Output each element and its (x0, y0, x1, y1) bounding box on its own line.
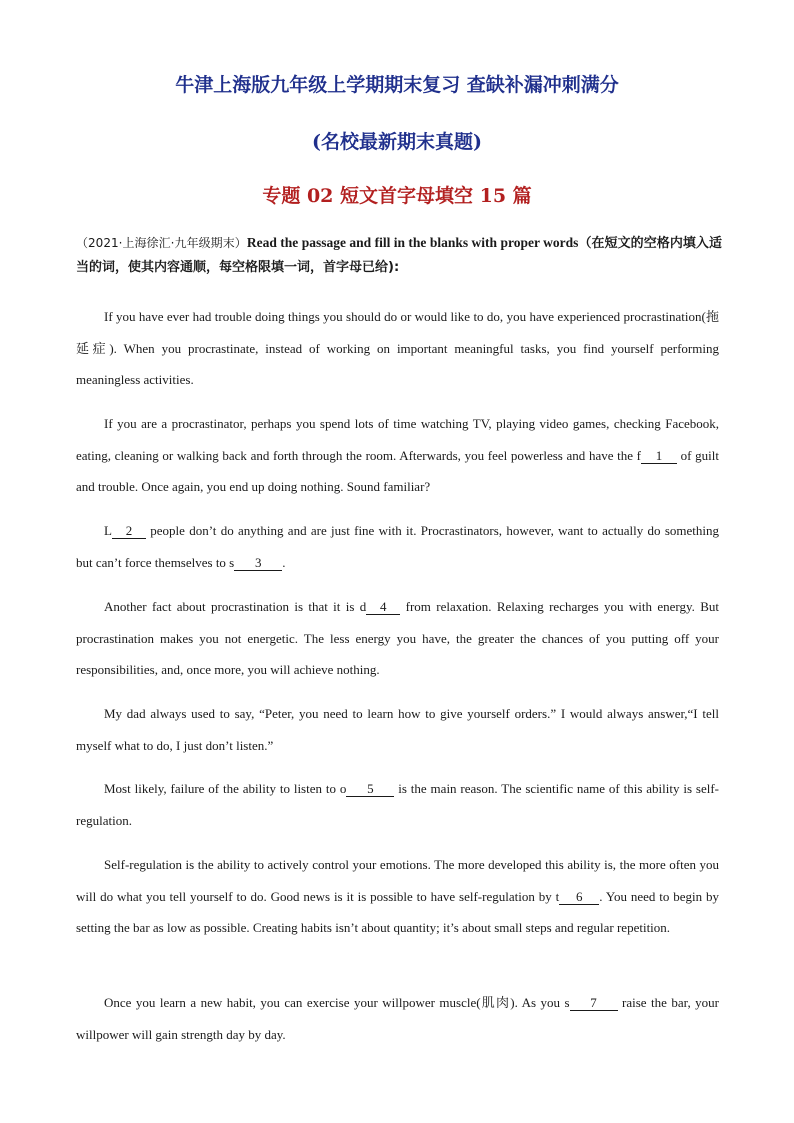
topic-heading: 专题 02 短文首字母填空 15 篇 (262, 185, 532, 207)
paragraph-7: Self-regulation is the ability to actively control your emotions. The more developed this ability is, the more often you will do what you tell yourself to do. Good news is it is possible to have self-regulation by t 6 . You need to begin by setting the bar as low as possible. Creating habits isn’t about quantity; it’s about small steps and regular repetition. (76, 857, 719, 935)
blank-2[interactable]: 2 (112, 523, 146, 539)
paragraph-8: Once you learn a new habit, you can exercise your willpower muscle(肌肉). As you s 7 raise the bar, your willpower will gain strength day by day. (76, 995, 719, 1042)
paragraph-3: L 2 people don’t do anything and are just fine with it. Procrastinators, however, want to actually do something but can’t force themselves to s 3 . (76, 523, 719, 570)
source-origin: （2021·上海徐汇·九年级期末） (76, 236, 247, 250)
instruction-en: Read the passage and fill in the blanks with proper words (246, 235, 579, 250)
blank-7[interactable]: 7 (570, 995, 618, 1011)
document-title: 牛津上海版九年级上学期期末复习 查缺补漏冲刺满分 (175, 74, 619, 96)
blank-5[interactable]: 5 (346, 781, 394, 797)
paragraph-4: Another fact about procrastination is that it is d 4 from relaxation. Relaxing recharges you with energy. But procrastination makes you not energetic. The less energy you have, the greater the chances of you putting off your responsibilities, and, once more, you will achieve nothing. (76, 599, 719, 677)
paragraph-2: If you are a procrastinator, perhaps you spend lots of time watching TV, playing video games, checking Facebook, eating, cleaning or walking back and forth through the room. Afterwards, you feel powerless and have the f 1 of guilt and trouble. Once again, you end up doing nothing. Sound familiar? (76, 416, 719, 494)
document-subtitle: (名校最新期末真题) (312, 131, 482, 153)
instruction-zh: （在短文的空格内填入适当的词，使其内容通顺，每空格限填一词，首字母已给): (76, 236, 722, 275)
paragraph-1: If you have ever had trouble doing things you should do or would like to do, you have experienced procrastination(拖延症). When you procrastinate, instead of working on important meaningful tasks, you find yourself performing meaningless activities. (76, 309, 719, 387)
paragraph-6: Most likely, failure of the ability to listen to o 5 is the main reason. The scientific name of this ability is self-regulation. (76, 781, 719, 828)
paragraph-5: My dad always used to say, “Peter, you need to learn how to give yourself orders.” I would always answer,“I tell myself what to do, I just don’t listen.” (76, 706, 719, 753)
blank-6[interactable]: 6 (559, 889, 599, 905)
blank-4[interactable]: 4 (366, 599, 400, 615)
question-instruction (76, 231, 722, 280)
blank-1[interactable]: 1 (641, 448, 677, 464)
blank-3[interactable]: 3 (234, 555, 282, 571)
